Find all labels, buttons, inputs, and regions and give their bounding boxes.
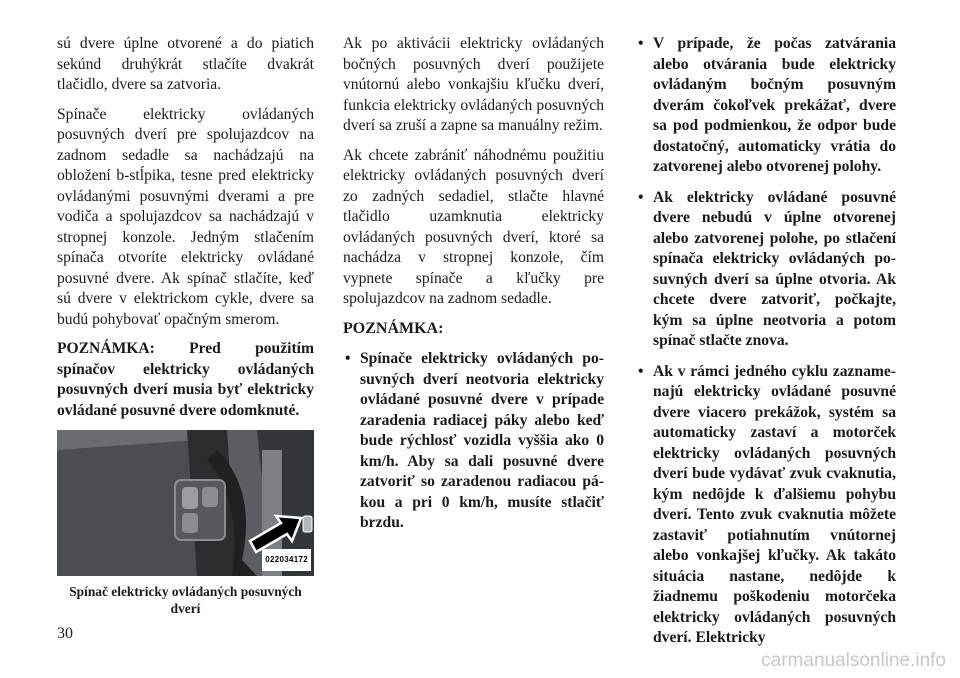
list-item: [343, 349, 604, 534]
note-list: [343, 349, 604, 534]
watermark: carmanualsonline.info: [761, 650, 946, 671]
list-item-text: V prípade, že počas zatvárania alebo otvárania bude elektricky ovládaným bočným posuvným dverám čokoľvek prekážať, dvere sa pod podmienkou, že odpor bude dostatočný, automaticky vrátia do zatvorenej alebo otvorenej polohy.: [653, 35, 896, 175]
page-number: 30: [57, 625, 73, 642]
list-item: [636, 362, 896, 649]
column-right: [636, 34, 896, 659]
bullet-icon: •: [345, 350, 351, 367]
figure-code: 022034172: [262, 549, 311, 572]
bullet-icon: •: [638, 188, 644, 206]
paragraph: Ak po aktivácii elektricky ovládaných bočných posuvných dverí použijete vnútornú alebo vonkajšiu kľučku dverí, funkcia elektricky ovládaných posuvných dverí sa zruší a zapne sa manuálny režim.: [343, 35, 604, 134]
note-paragraph: POZNÁMKA: Pred použitím spínačov elektricky ovládaných posuvných dverí musia byť elektricky ovládané posuvné dvere odomknuté.: [57, 340, 314, 419]
figure-caption: Spínač elektricky ovládaných posuvných dverí: [69, 584, 302, 616]
column-middle: [343, 34, 604, 544]
note-list: [636, 34, 896, 649]
list-item-text: Spínače elektricky ovládaných posuvných dverí neotvoria elektricky ovládané posuvné dvere v prípade zaradenia radiacej páky alebo keď bude rýchlosť vozidla vyššia ako 0 km/h. Aby sa dali posuvné dvere zatvoriť so zaradenou radiacou pákou a pri 0 km/h, musíte stlačiť brzdu.: [360, 350, 604, 531]
list-item-text: Ak elektricky ovládané posuvné dvere nebudú v úplne otvorenej alebo zatvorenej polohe, po stlačení spínača elektricky ovládaných posuvných dverí sa úplne otvoria. Ak chcete dvere zatvoriť, počkajte, kým sa úplne neotvoria a potom spínač stlačte znova.: [653, 188, 896, 349]
list-item: [636, 188, 896, 352]
bullet-icon: •: [638, 35, 644, 52]
door-switch-figure: [57, 430, 314, 576]
note-heading: POZNÁMKA:: [343, 319, 444, 337]
list-item-text: Ak v rámci jedného cyklu zaznamenajú elektricky ovládané posuvné dvere viacero prekážok, systém sa automaticky zastaví a motorček elektricky ovládaných posuvných dverí bude vydávať zvuk cvaknutia, kým nedôjde k ďalšiemu pohybu dverí. Tento zvuk cvaknutia môžete zastaviť potiahnutím vnútornej alebo vonkajšej kľučky. Ak takáto situácia nastane, nedôjde k žiadnemu poškodeniu motorčeka elektricky ovládaných posuvných dverí. Elektricky: [653, 362, 896, 646]
paragraph: Ak chcete zabrániť náhodnému použitiu elektricky ovládaných posuvných dverí zo zadných sedadiel, stlačte hlavné tlačidlo uzamknutia elektricky ovládaných posuvných dverí, ktoré sa nachádza v stropnej konzole, čím vypnete spínače a kľučky pre spolujazdcov na zadnom sedadle.: [343, 146, 604, 307]
bullet-icon: •: [638, 362, 644, 380]
column-left: [57, 34, 314, 617]
list-item: [636, 34, 896, 178]
paragraph: Spínače elektricky ovládaných posuvných dverí pre spolujazdcov na zadnom sedadle sa nachádzajú na obložení b-stĺpika, tesne pred elektricky ovládanými posuvnými dverami a pre vodiča a spolujazdcov sa nachádzajú v stropnej konzole. Jedným stlačením spínača otvoríte elektricky ovládané posuvné dvere. Ak spínač stlačíte, keď sú dvere v elektrickom cykle, dvere sa budú pohybovať opačným smerom.: [57, 105, 314, 328]
paragraph: sú dvere úplne otvorené a do piatich sekúnd druhýkrát stlačíte dvakrát tlačidlo, dvere sa zatvoria.: [57, 35, 314, 93]
